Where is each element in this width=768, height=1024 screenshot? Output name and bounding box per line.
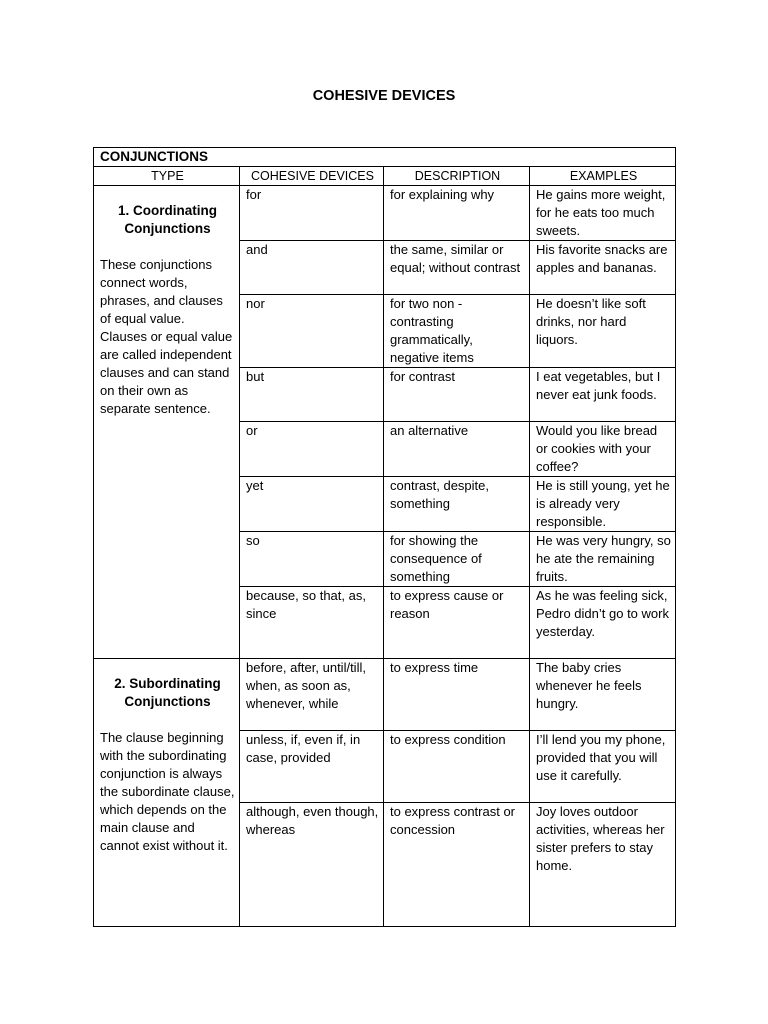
column-header-examples: EXAMPLES [530,167,676,186]
conjunctions-table [93,147,676,927]
type-title: 2. Subordinating Conjunctions [114,676,221,709]
example-cell: I’ll lend you my phone, provided that you will use it carefully. [530,731,676,803]
description-cell: to express condition [384,731,530,803]
device-cell: for [240,186,384,241]
device-cell: unless, if, even if, in case, provided [240,731,384,803]
type-cell-coordinating [94,186,240,659]
column-header-description: DESCRIPTION [384,167,530,186]
description-cell: for two non - contrasting grammatically, negative items [384,295,530,368]
description-cell: to express time [384,659,530,731]
type-description: These conjunctions connect words, phrases, and clauses of equal value. Clauses or equal value are called independent clauses and can stand on their own as separate sentence. [100,257,233,416]
column-header-devices: COHESIVE DEVICES [240,167,384,186]
type-description: The clause beginning with the subordinating conjunction is always the subordinate clause, which depends on the main clause and cannot exist without it. [100,730,235,853]
example-cell: He gains more weight, for he eats too much sweets. [530,186,676,241]
device-cell: nor [240,295,384,368]
description-cell: for showing the consequence of something [384,532,530,587]
example-cell: The baby cries whenever he feels hungry. [530,659,676,731]
example-cell: As he was feeling sick, Pedro didn’t go to work yesterday. [530,587,676,659]
example-cell: He doesn’t like soft drinks, nor hard liquors. [530,295,676,368]
device-cell: although, even though, whereas [240,803,384,927]
description-cell: the same, similar or equal; without contrast [384,241,530,295]
description-cell: contrast, despite, something [384,477,530,532]
example-cell: He is still young, yet he is already very responsible. [530,477,676,532]
description-cell: to express cause or reason [384,587,530,659]
table-row [94,186,676,241]
table-row [94,659,676,731]
example-cell: He was very hungry, so he ate the remaining fruits. [530,532,676,587]
description-cell: an alternative [384,422,530,477]
example-cell: His favorite snacks are apples and bananas. [530,241,676,295]
device-cell: yet [240,477,384,532]
section-heading: CONJUNCTIONS [94,148,676,167]
device-cell: because, so that, as, since [240,587,384,659]
type-title: 1. Coordinating Conjunctions [118,203,217,236]
device-cell: but [240,368,384,422]
device-cell: or [240,422,384,477]
device-cell: so [240,532,384,587]
example-cell: I eat vegetables, but I never eat junk foods. [530,368,676,422]
device-cell: before, after, until/till, when, as soon as, whenever, while [240,659,384,731]
description-cell: for explaining why [384,186,530,241]
page-title: COHESIVE DEVICES [312,88,456,104]
device-cell: and [240,241,384,295]
column-header-type: TYPE [94,167,240,186]
example-cell: Joy loves outdoor activities, whereas her sister prefers to stay home. [530,803,676,927]
description-cell: to express contrast or concession [384,803,530,927]
example-cell: Would you like bread or cookies with your coffee? [530,422,676,477]
description-cell: for contrast [384,368,530,422]
type-cell-subordinating [94,659,240,927]
